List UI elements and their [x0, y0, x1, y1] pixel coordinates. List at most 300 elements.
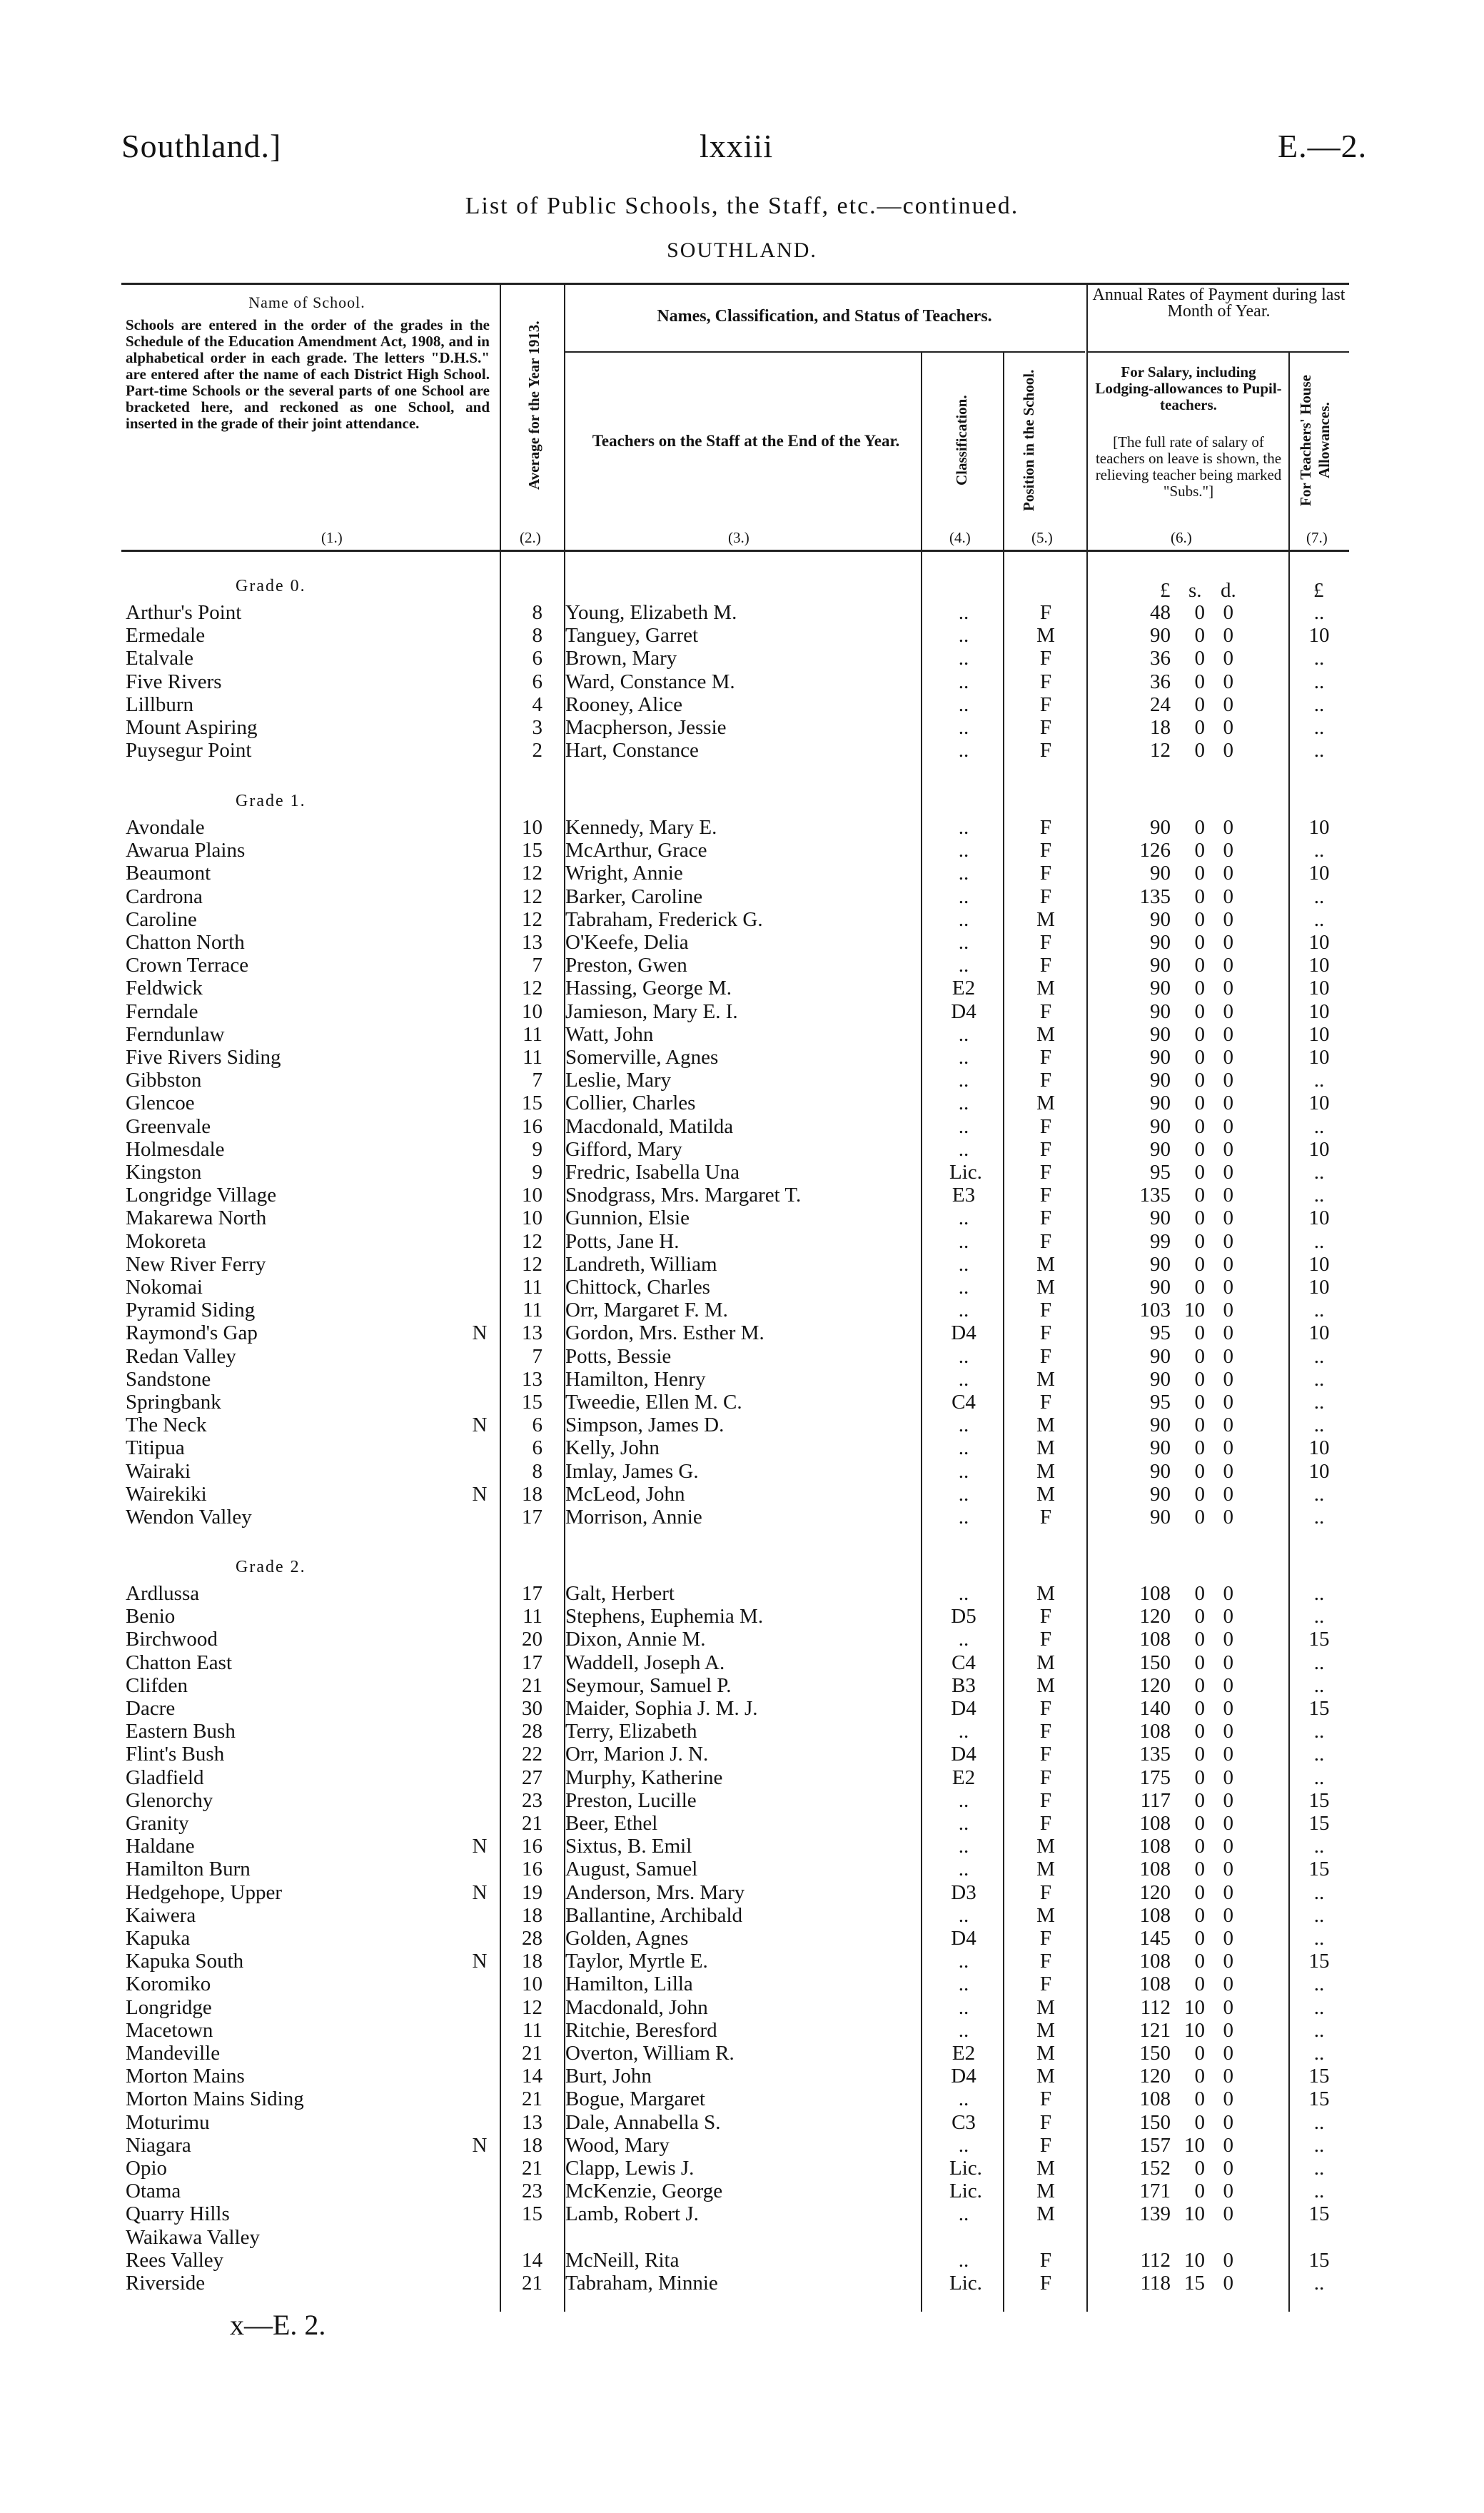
classification: C3: [952, 2111, 976, 2134]
school-name: Makarewa North: [126, 1207, 267, 1229]
salary-pounds: 90: [1150, 1092, 1171, 1114]
average-attendance: 16: [522, 1835, 542, 1858]
school-marker: N: [472, 1950, 488, 1973]
school-name: Waikawa Valley: [126, 2226, 260, 2249]
salary-shillings: 0: [1194, 1697, 1205, 1720]
salary-pence: 0: [1223, 1720, 1233, 1743]
salary-shillings: 0: [1194, 1276, 1205, 1299]
school-name: Puysegur Point: [126, 739, 252, 762]
position: F: [1039, 1299, 1052, 1321]
col6-note: [The full rate of salary of teachers on leave is shown, the relieving teacher being marked "Subs."]: [1095, 433, 1282, 500]
position: F: [1039, 1927, 1052, 1950]
salary-pence: 0: [1223, 1904, 1233, 1927]
house-allowance: ..: [1313, 670, 1325, 693]
school-name: Opio: [126, 2157, 167, 2180]
salary-pounds: 95: [1150, 1321, 1171, 1344]
position: F: [1039, 1697, 1052, 1720]
school-name: Titipua: [126, 1436, 185, 1459]
teacher-name: Landreth, William: [565, 1253, 717, 1276]
classification: ..: [958, 1582, 969, 1605]
table-row: [0, 1139, 1484, 1161]
average-attendance: 2: [532, 739, 542, 762]
salary-shillings: 0: [1194, 601, 1205, 624]
position: M: [1036, 1276, 1055, 1299]
salary-pence: 0: [1223, 1835, 1233, 1858]
salary-pounds: 90: [1150, 1506, 1171, 1529]
school-name: Sandstone: [126, 1368, 211, 1391]
table-row: [0, 602, 1484, 624]
school-name: Redan Valley: [126, 1345, 236, 1368]
table-row: [0, 1299, 1484, 1321]
salary-pounds: 108: [1139, 1973, 1171, 1995]
classification: ..: [958, 2202, 969, 2225]
average-attendance: 14: [522, 2249, 542, 2272]
salary-pounds: 120: [1139, 1605, 1171, 1628]
teacher-name: Burt, John: [565, 2065, 652, 2088]
salary-shillings: 0: [1194, 670, 1205, 693]
house-allowance: 15: [1308, 1789, 1330, 1812]
table-row: [0, 862, 1484, 885]
teacher-name: McLeod, John: [565, 1483, 685, 1506]
salary-shillings: 0: [1194, 1858, 1205, 1880]
house-allowance: 10: [1308, 862, 1330, 885]
classification: D4: [951, 2065, 976, 2088]
salary-shillings: 10: [1184, 2202, 1205, 2225]
classification: ..: [958, 2088, 969, 2110]
grade-heading: Grade 1.: [236, 792, 306, 810]
teacher-name: Hamilton, Lilla: [565, 1973, 693, 1995]
table-row: [0, 1721, 1484, 1743]
salary-pounds: 90: [1150, 1253, 1171, 1276]
position: M: [1036, 1460, 1055, 1483]
teacher-name: Tanguey, Garret: [565, 624, 699, 647]
salary-pounds: 118: [1140, 2272, 1171, 2295]
school-name: Glencoe: [126, 1092, 195, 1114]
average-attendance: 9: [532, 1138, 542, 1161]
teacher-name: Young, Elizabeth M.: [565, 601, 737, 624]
position: M: [1036, 1835, 1055, 1858]
table-row: [0, 2227, 1484, 2249]
house-allowance: ..: [1313, 716, 1325, 739]
school-name: The Neck: [126, 1414, 207, 1436]
teacher-name: Wright, Annie: [565, 862, 683, 885]
position: F: [1039, 1881, 1052, 1904]
position: F: [1039, 1161, 1052, 1184]
salary-shillings: 0: [1194, 1674, 1205, 1697]
col1-title: Name of School.: [248, 293, 365, 311]
salary-shillings: 0: [1194, 2065, 1205, 2088]
position: F: [1039, 885, 1052, 908]
table-row: [0, 840, 1484, 862]
salary-shillings: 0: [1194, 1927, 1205, 1950]
classification: ..: [958, 1460, 969, 1483]
teacher-name: Gunnion, Elsie: [565, 1207, 690, 1229]
school-name: Mandeville: [126, 2042, 221, 2065]
house-allowance: 10: [1308, 1321, 1330, 1344]
salary-pence: 0: [1223, 839, 1233, 862]
col5-title: Position in the School.: [1020, 369, 1037, 512]
house-allowance: 10: [1308, 1253, 1330, 1276]
table-row: [0, 2157, 1484, 2180]
salary-pence: 0: [1223, 1605, 1233, 1628]
table-row: [0, 1882, 1484, 1904]
position: F: [1039, 1766, 1052, 1789]
salary-pounds: 120: [1139, 1674, 1171, 1697]
house-allowance: ..: [1313, 1069, 1325, 1092]
salary-shillings: 0: [1194, 1345, 1205, 1368]
average-attendance: 12: [522, 1230, 542, 1253]
school-name: Kapuka South: [126, 1950, 244, 1973]
average-attendance: 4: [532, 693, 542, 716]
teacher-name: Watt, John: [565, 1023, 654, 1046]
position: M: [1036, 908, 1055, 931]
table-row: [0, 1675, 1484, 1697]
house-allowance: 15: [1308, 1858, 1330, 1880]
salary-pounds: 12: [1150, 739, 1171, 762]
school-name: Nokomai: [126, 1276, 203, 1299]
school-marker: N: [472, 1414, 488, 1436]
teacher-name: Wood, Mary: [565, 2134, 670, 2157]
classification: E2: [952, 977, 976, 999]
teacher-name: August, Samuel: [565, 1858, 698, 1880]
average-attendance: 13: [522, 1368, 542, 1391]
classification: ..: [958, 908, 969, 931]
position: F: [1039, 954, 1052, 977]
school-marker: N: [472, 1483, 488, 1506]
teacher-name: Hamilton, Henry: [565, 1368, 706, 1391]
classification: ..: [958, 1436, 969, 1459]
salary-pence: 0: [1223, 862, 1233, 885]
shilling-heading: s.: [1188, 579, 1202, 602]
table-row: [0, 2112, 1484, 2134]
house-pound-heading: £: [1313, 579, 1324, 602]
table-row: [0, 1162, 1484, 1184]
salary-shillings: 0: [1194, 1115, 1205, 1138]
teacher-name: Bogue, Margaret: [565, 2088, 705, 2110]
salary-pence: 0: [1223, 2042, 1233, 2065]
school-marker: N: [472, 1321, 488, 1344]
position: M: [1036, 624, 1055, 647]
position: M: [1036, 1092, 1055, 1114]
house-allowance: ..: [1313, 1835, 1325, 1858]
salary-pence: 0: [1223, 1628, 1233, 1651]
average-attendance: 10: [522, 1184, 542, 1207]
position: F: [1039, 1720, 1052, 1743]
teacher-name: Macdonald, John: [565, 1996, 708, 2019]
position: F: [1039, 647, 1052, 670]
school-name: Ferndale: [126, 1000, 198, 1023]
page-subtitle: SOUTHLAND.: [667, 238, 817, 262]
table-row: [0, 1001, 1484, 1023]
position: F: [1039, 739, 1052, 762]
col1-number: (1.): [321, 529, 343, 546]
classification: ..: [958, 839, 969, 862]
house-allowance: ..: [1313, 1230, 1325, 1253]
school-name: Morton Mains: [126, 2065, 245, 2088]
salary-shillings: 0: [1194, 1069, 1205, 1092]
salary-pounds: 108: [1139, 1628, 1171, 1651]
salary-pence: 0: [1223, 2134, 1233, 2157]
teacher-name: McArthur, Grace: [565, 839, 707, 862]
house-allowance: 10: [1308, 1046, 1330, 1069]
header-rule-mid-right: [1086, 351, 1349, 353]
classification: ..: [958, 1138, 969, 1161]
classification: D4: [951, 1743, 976, 1766]
salary-shillings: 0: [1194, 647, 1205, 670]
salary-shillings: 0: [1194, 2042, 1205, 2065]
school-name: Gladfield: [126, 1766, 204, 1789]
salary-shillings: 15: [1184, 2272, 1205, 2295]
table-row: [0, 2043, 1484, 2065]
table-row: [0, 2180, 1484, 2202]
house-allowance: 15: [1308, 2202, 1330, 2225]
table-row: [0, 1928, 1484, 1950]
position: F: [1039, 1973, 1052, 1995]
school-name: Etalvale: [126, 647, 194, 670]
salary-shillings: 0: [1194, 1000, 1205, 1023]
teacher-name: Barker, Caroline: [565, 885, 703, 908]
table-row: [0, 1950, 1484, 1973]
classification: ..: [958, 1046, 969, 1069]
classification: Lic.: [949, 2157, 982, 2180]
school-name: Quarry Hills: [126, 2202, 230, 2225]
average-attendance: 19: [522, 1881, 542, 1904]
salary-pence: 0: [1223, 1000, 1233, 1023]
teacher-name: Tweedie, Ellen M. C.: [565, 1391, 742, 1414]
table-row: [0, 1276, 1484, 1299]
salary-pence: 0: [1223, 2065, 1233, 2088]
table-row: [0, 2065, 1484, 2088]
salary-pounds: 90: [1150, 1138, 1171, 1161]
salary-pence: 0: [1223, 2272, 1233, 2295]
salary-shillings: 0: [1194, 2088, 1205, 2110]
classification: C4: [952, 1391, 976, 1414]
average-attendance: 21: [522, 2042, 542, 2065]
average-attendance: 23: [522, 2180, 542, 2202]
salary-pence: 0: [1223, 2111, 1233, 2134]
salary-pounds: 90: [1150, 977, 1171, 999]
salary-shillings: 0: [1194, 1046, 1205, 1069]
salary-pounds: 108: [1139, 1582, 1171, 1605]
salary-pence: 0: [1223, 1483, 1233, 1506]
classification: ..: [958, 862, 969, 885]
classification: ..: [958, 1628, 969, 1651]
salary-pounds: 171: [1139, 2180, 1171, 2202]
average-attendance: 21: [522, 2157, 542, 2180]
header-rule-mid-left: [564, 351, 1085, 353]
salary-pounds: 112: [1140, 2249, 1171, 2272]
table-row: [0, 1024, 1484, 1046]
salary-shillings: 10: [1184, 2249, 1205, 2272]
house-allowance: ..: [1313, 2111, 1325, 2134]
salary-pounds: 126: [1139, 839, 1171, 862]
average-attendance: 17: [522, 1651, 542, 1674]
salary-pounds: 150: [1139, 2042, 1171, 2065]
school-marker: N: [472, 1835, 488, 1858]
salary-shillings: 0: [1194, 1973, 1205, 1995]
salary-shillings: 10: [1184, 2134, 1205, 2157]
house-allowance: ..: [1313, 1368, 1325, 1391]
classification: E2: [952, 2042, 976, 2065]
teacher-name: Tabraham, Frederick G.: [565, 908, 763, 931]
average-attendance: 20: [522, 1628, 542, 1651]
salary-shillings: 0: [1194, 1460, 1205, 1483]
salary-shillings: 0: [1194, 1092, 1205, 1114]
classification: ..: [958, 1414, 969, 1436]
salary-pounds: 48: [1150, 601, 1171, 624]
school-name: Mokoreta: [126, 1230, 206, 1253]
average-attendance: 10: [522, 1000, 542, 1023]
school-name: Dacre: [126, 1697, 176, 1720]
teacher-name: Chittock, Charles: [565, 1276, 710, 1299]
salary-pence: 0: [1223, 1436, 1233, 1459]
school-name: Cardrona: [126, 885, 203, 908]
salary-pence: 0: [1223, 1766, 1233, 1789]
school-name: Chatton East: [126, 1651, 233, 1674]
teacher-name: Maider, Sophia J. M. J.: [565, 1697, 758, 1720]
salary-pounds: 90: [1150, 931, 1171, 954]
salary-shillings: 10: [1184, 1996, 1205, 2019]
salary-pounds: 90: [1150, 908, 1171, 931]
classification: ..: [958, 716, 969, 739]
position: M: [1036, 1436, 1055, 1459]
table-row: [0, 1369, 1484, 1391]
salary-pence: 0: [1223, 2019, 1233, 2042]
salary-pence: 0: [1223, 1230, 1233, 1253]
salary-shillings: 0: [1194, 624, 1205, 647]
school-name: Granity: [126, 1812, 189, 1835]
classification: ..: [958, 1483, 969, 1506]
average-attendance: 15: [522, 1092, 542, 1114]
salary-pence: 0: [1223, 1973, 1233, 1995]
school-name: Pyramid Siding: [126, 1299, 256, 1321]
table-row: [0, 1835, 1484, 1858]
average-attendance: 22: [522, 1743, 542, 1766]
salary-pence: 0: [1223, 885, 1233, 908]
currency-header-row: [0, 580, 1484, 602]
salary-shillings: 0: [1194, 1628, 1205, 1651]
classification: D4: [951, 1697, 976, 1720]
salary-pounds: 95: [1150, 1161, 1171, 1184]
salary-pounds: 135: [1139, 885, 1171, 908]
classification: D4: [951, 1927, 976, 1950]
salary-pence: 0: [1223, 1092, 1233, 1114]
school-name: Lillburn: [126, 693, 194, 716]
salary-shillings: 0: [1194, 693, 1205, 716]
house-allowance: 10: [1308, 1023, 1330, 1046]
salary-pence: 0: [1223, 1184, 1233, 1207]
salary-pounds: 90: [1150, 1000, 1171, 1023]
average-attendance: 12: [522, 885, 542, 908]
salary-pounds: 112: [1140, 1996, 1171, 2019]
col7-title: For Teachers' House Allowances.: [1297, 375, 1333, 506]
salary-shillings: 0: [1194, 839, 1205, 862]
house-allowance: ..: [1313, 1904, 1325, 1927]
average-attendance: 16: [522, 1858, 542, 1880]
table-row: [0, 1322, 1484, 1344]
salary-shillings: 0: [1194, 885, 1205, 908]
school-name: Gibbston: [126, 1069, 202, 1092]
salary-pounds: 18: [1150, 716, 1171, 739]
col4-title: Classification.: [953, 395, 970, 486]
school-name: Five Rivers: [126, 670, 222, 693]
table-row: [0, 1069, 1484, 1092]
salary-shillings: 0: [1194, 1812, 1205, 1835]
school-name: Raymond's Gap: [126, 1321, 258, 1344]
salary-pence: 0: [1223, 647, 1233, 670]
classification: ..: [958, 647, 969, 670]
salary-pounds: 145: [1139, 1927, 1171, 1950]
teacher-name: Gifford, Mary: [565, 1138, 682, 1161]
salary-pence: 0: [1223, 1950, 1233, 1973]
classification: E2: [952, 1766, 976, 1789]
salary-shillings: 0: [1194, 908, 1205, 931]
average-attendance: 16: [522, 1115, 542, 1138]
salary-pounds: 90: [1150, 1046, 1171, 1069]
average-attendance: 11: [523, 1046, 542, 1069]
house-allowance: ..: [1313, 1184, 1325, 1207]
house-allowance: ..: [1313, 2180, 1325, 2202]
table-row: [0, 1973, 1484, 1995]
table-row: [0, 1391, 1484, 1414]
average-attendance: 28: [522, 1927, 542, 1950]
average-attendance: 30: [522, 1697, 542, 1720]
teacher-name: Snodgrass, Mrs. Margaret T.: [565, 1184, 802, 1207]
salary-pence: 0: [1223, 1858, 1233, 1880]
position: F: [1039, 2111, 1052, 2134]
teacher-name: Potts, Bessie: [565, 1345, 672, 1368]
salary-shillings: 0: [1194, 1138, 1205, 1161]
classification: Lic.: [949, 2272, 982, 2295]
table-row: [0, 1461, 1484, 1483]
table-row: [0, 1484, 1484, 1506]
average-attendance: 21: [522, 1674, 542, 1697]
position: F: [1039, 1046, 1052, 1069]
table-row: [0, 1652, 1484, 1674]
classification: ..: [958, 1368, 969, 1391]
classification: ..: [958, 1207, 969, 1229]
salary-pence: 0: [1223, 716, 1233, 739]
salary-shillings: 0: [1194, 1605, 1205, 1628]
school-name: Eastern Bush: [126, 1720, 236, 1743]
salary-shillings: 0: [1194, 2180, 1205, 2202]
house-allowance: 10: [1308, 1460, 1330, 1483]
house-allowance: ..: [1313, 693, 1325, 716]
table-row: [0, 886, 1484, 908]
position: M: [1036, 2202, 1055, 2225]
salary-pounds: 90: [1150, 954, 1171, 977]
salary-shillings: 0: [1194, 1506, 1205, 1529]
salary-shillings: 0: [1194, 1321, 1205, 1344]
school-name: Rees Valley: [126, 2249, 224, 2272]
table-row: [0, 909, 1484, 931]
salary-pence: 0: [1223, 1138, 1233, 1161]
average-attendance: 12: [522, 908, 542, 931]
position: M: [1036, 1996, 1055, 2019]
salary-pence: 0: [1223, 1345, 1233, 1368]
house-allowance: 10: [1308, 1000, 1330, 1023]
teacher-name: Sixtus, B. Emil: [565, 1835, 692, 1858]
grade-heading: Grade 2.: [236, 1558, 306, 1576]
house-allowance: ..: [1313, 1927, 1325, 1950]
teacher-name: Dale, Annabella S.: [565, 2111, 721, 2134]
salary-shillings: 0: [1194, 1651, 1205, 1674]
teacher-name: Hart, Constance: [565, 739, 699, 762]
position: F: [1039, 601, 1052, 624]
salary-pence: 0: [1223, 2249, 1233, 2272]
school-name: Hamilton Burn: [126, 1858, 251, 1880]
classification: ..: [958, 693, 969, 716]
